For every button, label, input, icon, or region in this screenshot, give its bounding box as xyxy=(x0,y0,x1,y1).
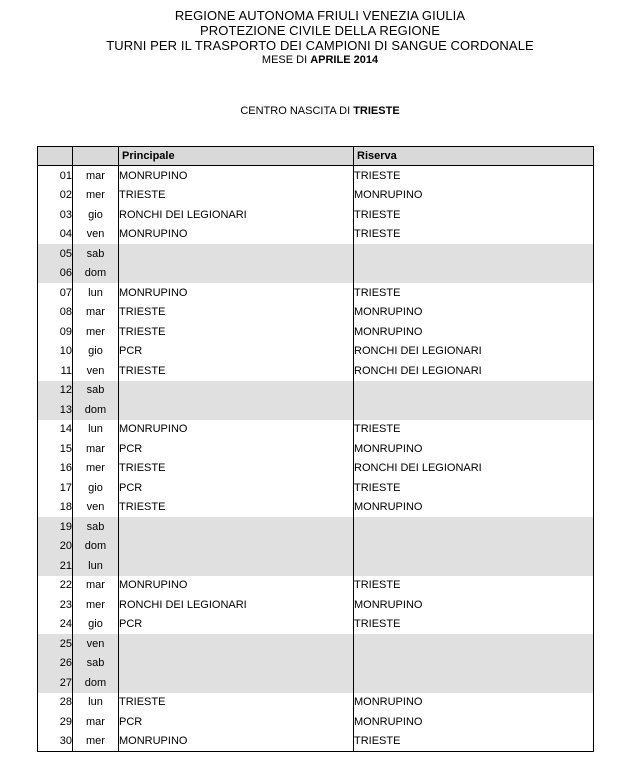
weekday-cell: dom xyxy=(73,264,119,284)
table-row xyxy=(38,673,594,693)
principale-cell: PCR xyxy=(119,478,354,498)
principale-cell: RONCHI DEI LEGIONARI xyxy=(119,595,354,615)
weekday-cell: sab xyxy=(73,654,119,674)
weekday-cell: mer xyxy=(73,732,119,752)
table-row xyxy=(38,712,594,732)
riserva-cell xyxy=(354,556,594,576)
day-number-cell: 04 xyxy=(38,225,73,245)
principale-cell xyxy=(119,654,354,674)
riserva-cell xyxy=(354,264,594,284)
principale-cell: TRIESTE xyxy=(119,303,354,323)
weekday-cell: lun xyxy=(73,420,119,440)
day-number-cell: 18 xyxy=(38,498,73,518)
riserva-cell xyxy=(354,634,594,654)
day-number-cell: 02 xyxy=(38,186,73,206)
principale-cell xyxy=(119,400,354,420)
day-number-cell: 22 xyxy=(38,576,73,596)
document-header xyxy=(0,8,640,67)
weekday-cell: dom xyxy=(73,537,119,557)
table-row xyxy=(38,459,594,479)
table-row xyxy=(38,556,594,576)
weekday-cell: ven xyxy=(73,498,119,518)
principale-cell xyxy=(119,264,354,284)
center-name: TRIESTE xyxy=(353,105,400,117)
weekday-cell: gio xyxy=(73,478,119,498)
birth-center-title xyxy=(0,105,640,117)
riserva-cell xyxy=(354,673,594,693)
principale-cell: PCR xyxy=(119,615,354,635)
table-row xyxy=(38,693,594,713)
header-region: REGIONE AUTONOMA FRIULI VENEZIA GIULIA xyxy=(174,8,466,23)
riserva-cell: MONRUPINO xyxy=(354,322,594,342)
day-number-cell: 17 xyxy=(38,478,73,498)
principale-cell: RONCHI DEI LEGIONARI xyxy=(119,205,354,225)
header-principale: Principale xyxy=(119,147,354,166)
principale-cell xyxy=(119,517,354,537)
table-row xyxy=(38,303,594,323)
table-row xyxy=(38,381,594,401)
riserva-cell: TRIESTE xyxy=(354,478,594,498)
day-number-cell: 24 xyxy=(38,615,73,635)
principale-cell xyxy=(119,556,354,576)
principale-cell: TRIESTE xyxy=(119,459,354,479)
day-number-cell: 03 xyxy=(38,205,73,225)
principale-cell: MONRUPINO xyxy=(119,732,354,752)
day-number-cell: 13 xyxy=(38,400,73,420)
table-row xyxy=(38,166,594,186)
riserva-cell: TRIESTE xyxy=(354,283,594,303)
day-number-cell: 16 xyxy=(38,459,73,479)
principale-cell: PCR xyxy=(119,342,354,362)
day-number-cell: 08 xyxy=(38,303,73,323)
weekday-cell: sab xyxy=(73,244,119,264)
riserva-cell: TRIESTE xyxy=(354,732,594,752)
weekday-cell: dom xyxy=(73,673,119,693)
day-number-cell: 09 xyxy=(38,322,73,342)
principale-cell xyxy=(119,673,354,693)
riserva-cell: TRIESTE xyxy=(354,225,594,245)
weekday-cell: ven xyxy=(73,361,119,381)
principale-cell: MONRUPINO xyxy=(119,166,354,186)
riserva-cell: MONRUPINO xyxy=(354,693,594,713)
table-row xyxy=(38,400,594,420)
riserva-cell: RONCHI DEI LEGIONARI xyxy=(354,459,594,479)
principale-cell: TRIESTE xyxy=(119,186,354,206)
weekday-cell: gio xyxy=(73,205,119,225)
day-number-cell: 01 xyxy=(38,166,73,186)
weekday-cell: lun xyxy=(73,693,119,713)
header-riserva: Riserva xyxy=(354,147,594,166)
principale-cell xyxy=(119,244,354,264)
day-number-cell: 23 xyxy=(38,595,73,615)
month-value: APRILE 2014 xyxy=(310,54,379,66)
riserva-cell xyxy=(354,517,594,537)
weekday-cell: lun xyxy=(73,556,119,576)
riserva-cell: MONRUPINO xyxy=(354,439,594,459)
riserva-cell xyxy=(354,381,594,401)
weekday-cell: sab xyxy=(73,517,119,537)
center-prefix: CENTRO NASCITA DI xyxy=(240,105,354,117)
table-row xyxy=(38,186,594,206)
table-row xyxy=(38,576,594,596)
riserva-cell: TRIESTE xyxy=(354,576,594,596)
table-row xyxy=(38,654,594,674)
month-prefix: MESE DI xyxy=(261,54,311,66)
day-number-cell: 30 xyxy=(38,732,73,752)
table-row xyxy=(38,517,594,537)
weekday-cell: ven xyxy=(73,225,119,245)
riserva-cell xyxy=(354,654,594,674)
riserva-cell: MONRUPINO xyxy=(354,498,594,518)
day-number-cell: 28 xyxy=(38,693,73,713)
principale-cell: PCR xyxy=(119,439,354,459)
table-row xyxy=(38,225,594,245)
riserva-cell: MONRUPINO xyxy=(354,712,594,732)
principale-cell: TRIESTE xyxy=(119,361,354,381)
table-header-row xyxy=(38,147,594,166)
riserva-cell: TRIESTE xyxy=(354,420,594,440)
header-num xyxy=(38,147,73,166)
header-day xyxy=(73,147,119,166)
table-body xyxy=(38,166,594,752)
principale-cell: MONRUPINO xyxy=(119,283,354,303)
weekday-cell: dom xyxy=(73,400,119,420)
weekday-cell: mer xyxy=(73,459,119,479)
day-number-cell: 25 xyxy=(38,634,73,654)
weekday-cell: sab xyxy=(73,381,119,401)
table-row xyxy=(38,478,594,498)
day-number-cell: 11 xyxy=(38,361,73,381)
table-row xyxy=(38,361,594,381)
weekday-cell: lun xyxy=(73,283,119,303)
table-row xyxy=(38,537,594,557)
day-number-cell: 06 xyxy=(38,264,73,284)
principale-cell: MONRUPINO xyxy=(119,576,354,596)
riserva-cell xyxy=(354,244,594,264)
header-title: TURNI PER IL TRASPORTO DEI CAMPIONI DI SANGUE CORDONALE xyxy=(106,38,534,53)
table-row xyxy=(38,498,594,518)
table-row xyxy=(38,283,594,303)
weekday-cell: mer xyxy=(73,322,119,342)
riserva-cell: TRIESTE xyxy=(354,166,594,186)
table-row xyxy=(38,732,594,752)
header-department: PROTEZIONE CIVILE DELLA REGIONE xyxy=(199,23,441,38)
weekday-cell: mer xyxy=(73,595,119,615)
principale-cell: MONRUPINO xyxy=(119,420,354,440)
principale-cell xyxy=(119,381,354,401)
table-row xyxy=(38,342,594,362)
principale-cell xyxy=(119,634,354,654)
principale-cell: TRIESTE xyxy=(119,498,354,518)
riserva-cell: TRIESTE xyxy=(354,205,594,225)
table-row xyxy=(38,205,594,225)
day-number-cell: 19 xyxy=(38,517,73,537)
day-number-cell: 07 xyxy=(38,283,73,303)
day-number-cell: 12 xyxy=(38,381,73,401)
weekday-cell: mer xyxy=(73,186,119,206)
weekday-cell: mar xyxy=(73,576,119,596)
day-number-cell: 27 xyxy=(38,673,73,693)
riserva-cell: RONCHI DEI LEGIONARI xyxy=(354,361,594,381)
riserva-cell: MONRUPINO xyxy=(354,186,594,206)
weekday-cell: mar xyxy=(73,166,119,186)
riserva-cell: MONRUPINO xyxy=(354,303,594,323)
weekday-cell: ven xyxy=(73,634,119,654)
principale-cell: TRIESTE xyxy=(119,693,354,713)
day-number-cell: 20 xyxy=(38,537,73,557)
day-number-cell: 15 xyxy=(38,439,73,459)
riserva-cell xyxy=(354,537,594,557)
day-number-cell: 21 xyxy=(38,556,73,576)
table-row xyxy=(38,595,594,615)
header-month xyxy=(0,53,640,67)
weekday-cell: gio xyxy=(73,615,119,635)
table-row xyxy=(38,615,594,635)
table-row xyxy=(38,322,594,342)
weekday-cell: mar xyxy=(73,712,119,732)
riserva-cell xyxy=(354,400,594,420)
day-number-cell: 29 xyxy=(38,712,73,732)
riserva-cell: MONRUPINO xyxy=(354,595,594,615)
principale-cell xyxy=(119,537,354,557)
day-number-cell: 10 xyxy=(38,342,73,362)
principale-cell: PCR xyxy=(119,712,354,732)
weekday-cell: mar xyxy=(73,303,119,323)
shifts-table xyxy=(37,146,594,752)
table-row xyxy=(38,420,594,440)
table-row xyxy=(38,264,594,284)
riserva-cell: RONCHI DEI LEGIONARI xyxy=(354,342,594,362)
weekday-cell: gio xyxy=(73,342,119,362)
principale-cell: TRIESTE xyxy=(119,322,354,342)
day-number-cell: 26 xyxy=(38,654,73,674)
principale-cell: MONRUPINO xyxy=(119,225,354,245)
table-row xyxy=(38,244,594,264)
table-row xyxy=(38,634,594,654)
day-number-cell: 05 xyxy=(38,244,73,264)
day-number-cell: 14 xyxy=(38,420,73,440)
riserva-cell: TRIESTE xyxy=(354,615,594,635)
table-row xyxy=(38,439,594,459)
weekday-cell: mar xyxy=(73,439,119,459)
